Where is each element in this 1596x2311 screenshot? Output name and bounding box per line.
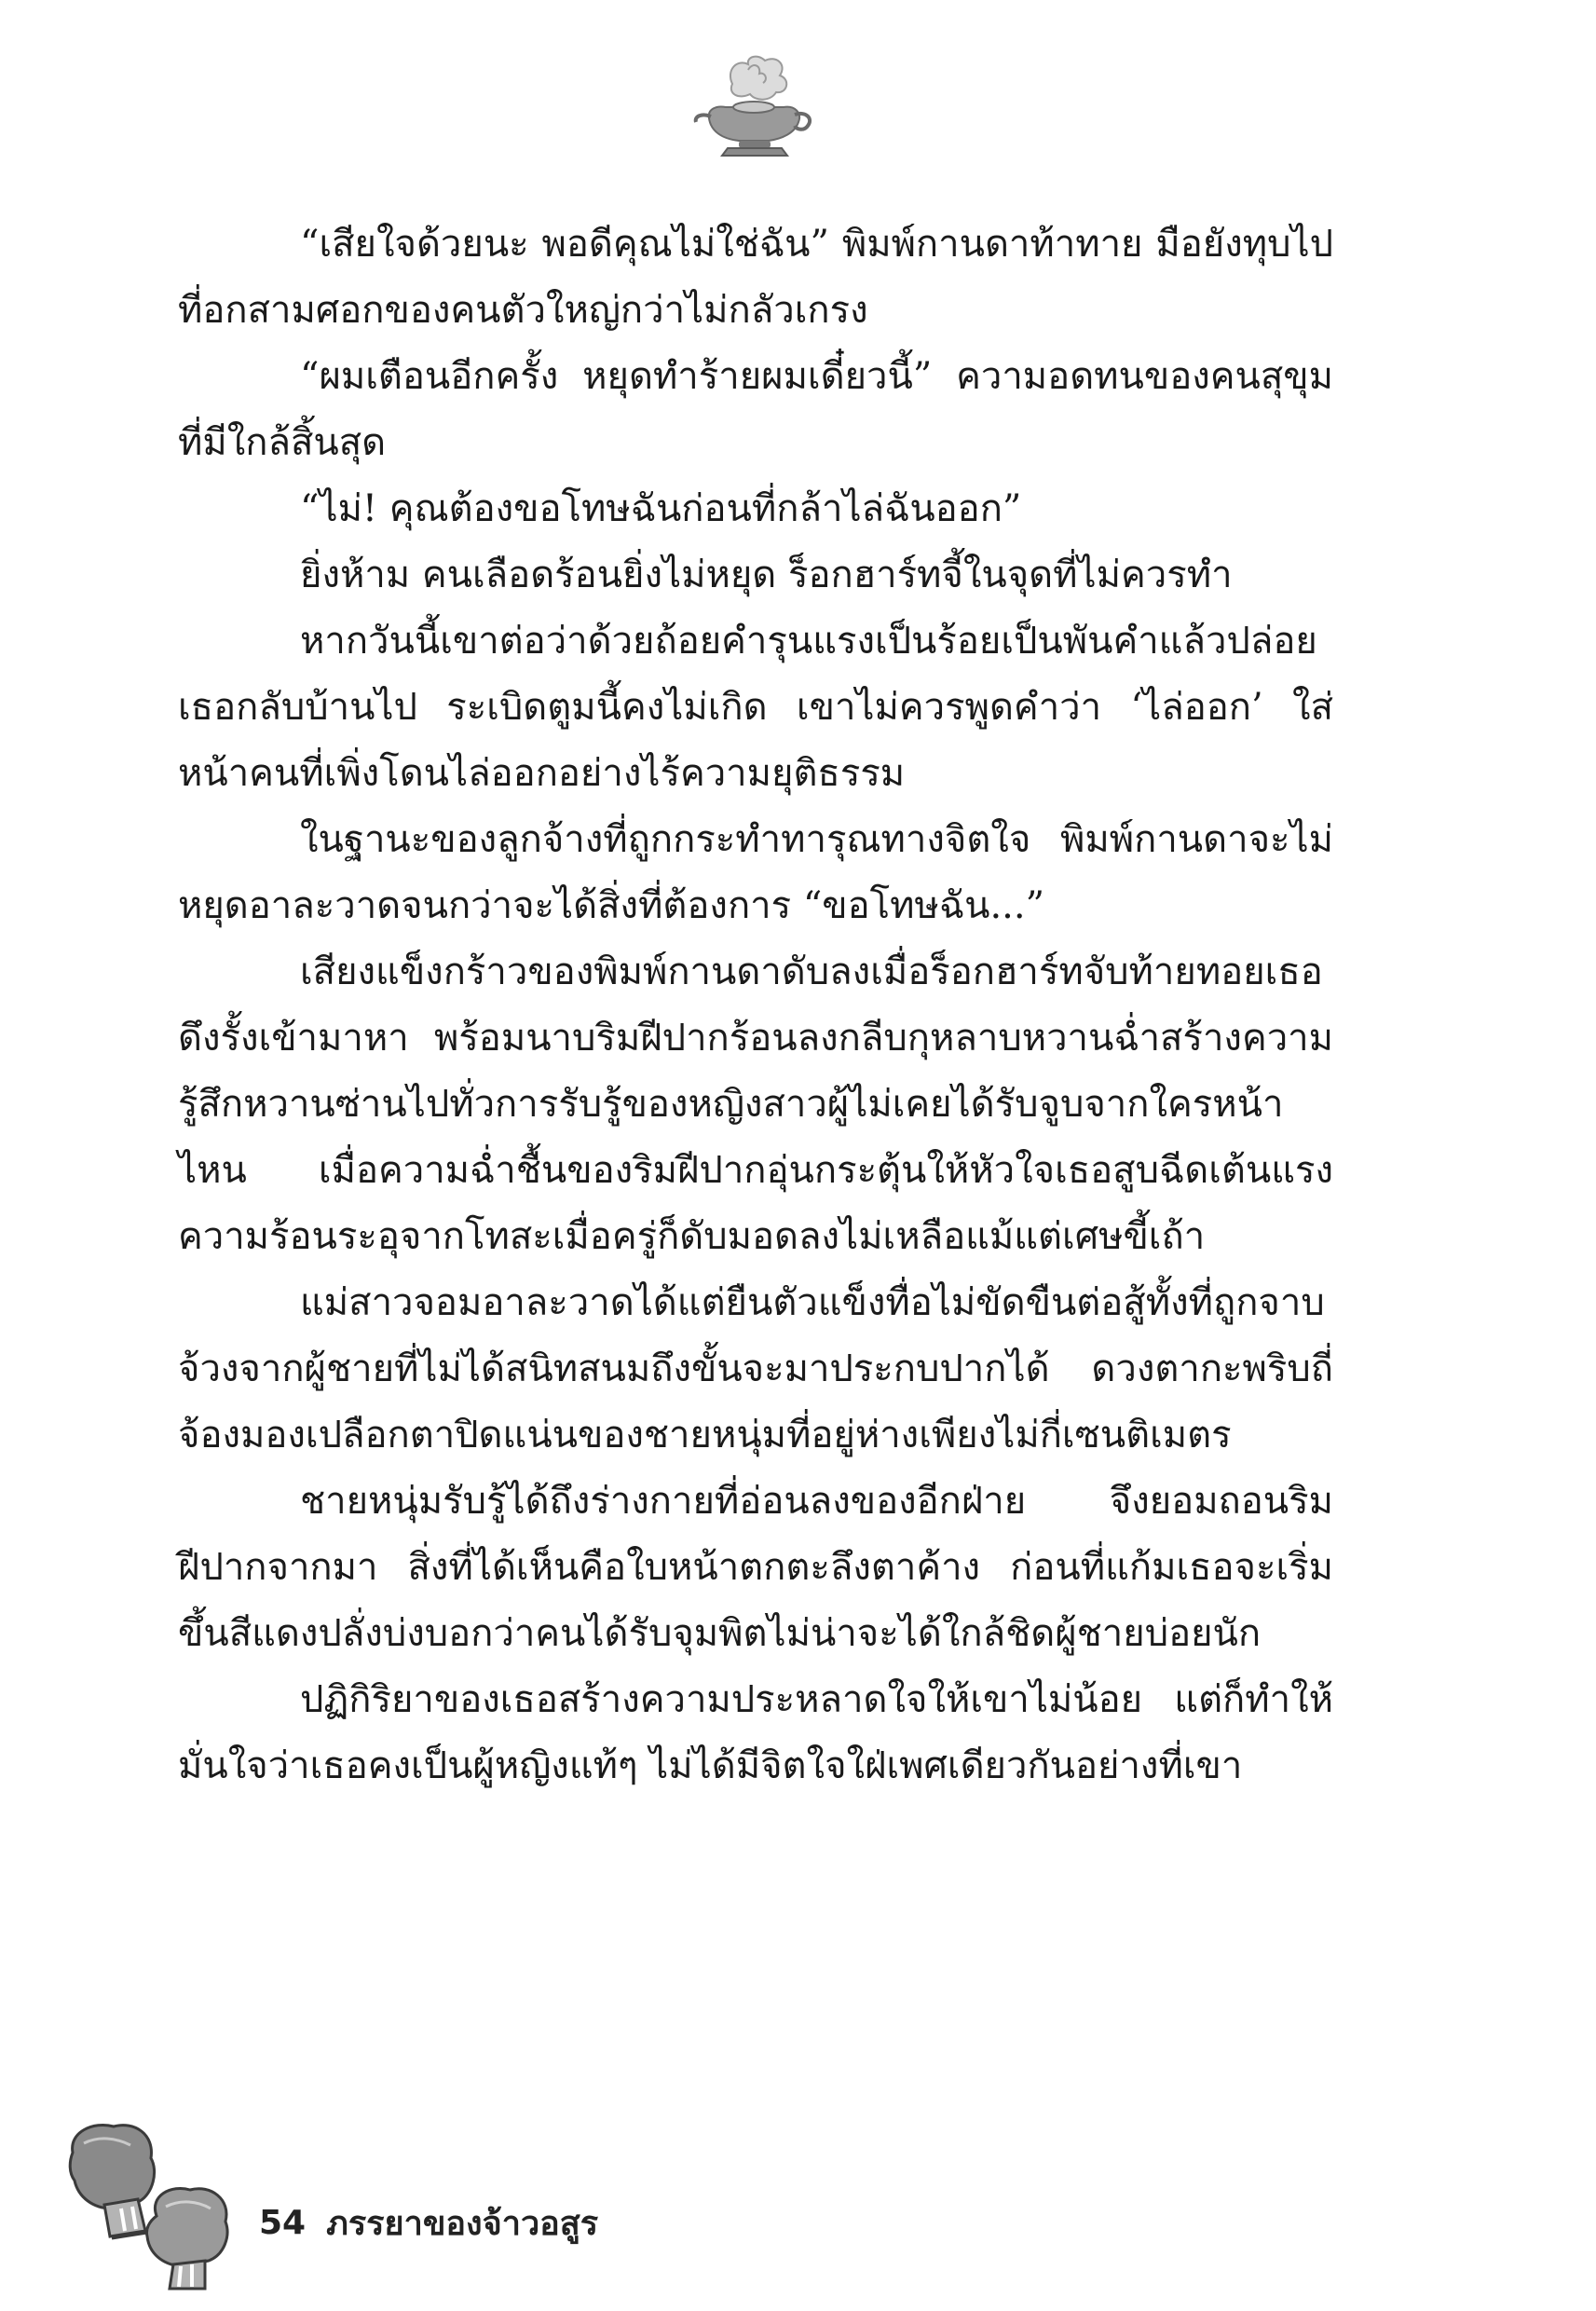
paragraph: “ไม่! คุณต้องขอโทษฉันก่อนที่กล้าไล่ฉันออก” bbox=[300, 487, 1022, 530]
page-number: 54 bbox=[259, 2203, 307, 2242]
paragraph: “เสียใจด้วยนะ พอดีคุณไม่ใช่ฉัน” พิมพ์กานดาท้าทาย มือยังทุบไปที่อกสามศอกของคนตัวใหญ่กว่าไม่กลัวเกรง bbox=[178, 223, 1333, 332]
paragraph: หากวันนี้เขาต่อว่าด้วยถ้อยคำรุนแรงเป็นร้อยเป็นพันคำแล้วปล่อยเธอกลับบ้านไป ระเบิดตูมนี้คงไม่เกิด เขาไม่ควรพูดคำว่า ‘ไล่ออก’ ใส่หน้าคนที่เพิ่งโดนไล่ออกอย่างไร้ความยุติธรรม bbox=[178, 620, 1333, 795]
paragraph: ยิ่งห้าม คนเลือดร้อนยิ่งไม่หยุด ร็อกฮาร์ทจี้ในจุดที่ไม่ควรทำ bbox=[300, 554, 1233, 596]
paragraph: แม่สาวจอมอาละวาดได้แต่ยืนตัวแข็งทื่อไม่ขัดขืนต่อสู้ทั้งที่ถูกจาบจ้วงจากผู้ชายที่ไม่ได้สนิทสนมถึงขั้นจะมาประกบปากได้ ดวงตากะพริบถี่จ้องมองเปลือกตาปิดแน่นของชายหนุ่มที่อยู่ห่างเพียงไม่กี่เซนติเมตร bbox=[178, 1281, 1333, 1456]
paragraph: ปฏิกิริยาของเธอสร้างความประหลาดใจให้เขาไม่น้อย แต่ก็ทำให้มั่นใจว่าเธอคงเป็นผู้หญิงแท้ๆ ไม่ได้มีจิตใจใฝ่เพศเดียวกันอย่างที่เขา bbox=[178, 1678, 1333, 1787]
book-title: ภรรยาของจ้าวอสูร bbox=[326, 2204, 599, 2243]
magic-lamp-icon bbox=[690, 51, 816, 163]
body-text bbox=[178, 212, 1333, 1799]
paragraph: “ผมเตือนอีกครั้ง หยุดทำร้ายผมเดี๋ยวนี้” ความอดทนของคนสุขุมที่มีใกล้สิ้นสุด bbox=[178, 355, 1333, 464]
boxing-gloves-icon bbox=[56, 2115, 242, 2292]
paragraph: ในฐานะของลูกจ้างที่ถูกกระทำทารุณทางจิตใจ พิมพ์กานดาจะไม่หยุดอาละวาดจนกว่าจะได้สิ่งที่ต้องการ “ขอโทษฉัน...” bbox=[178, 818, 1333, 927]
page-footer bbox=[259, 2195, 598, 2250]
paragraph: ชายหนุ่มรับรู้ได้ถึงร่างกายที่อ่อนลงของอีกฝ่าย จึงยอมถอนริมฝีปากจากมา สิ่งที่ได้เห็นคือใบหน้าตกตะลึงตาค้าง ก่อนที่แก้มเธอจะเริ่มขึ้นสีแดงปลั่งบ่งบอกว่าคนได้รับจุมพิตไม่น่าจะได้ใกล้ชิดผู้ชายบ่อยนัก bbox=[178, 1480, 1333, 1655]
paragraph: เสียงแข็งกร้าวของพิมพ์กานดาดับลงเมื่อร็อกฮาร์ทจับท้ายทอยเธอดึงรั้งเข้ามาหา พร้อมนาบริมฝีปากร้อนลงกลีบกุหลาบหวานฉ่ำสร้างความรู้สึกหวานซ่านไปทั่วการรับรู้ของหญิงสาวผู้ไม่เคยได้รับจูบจากใครหน้าไหน เมื่อความฉ่ำชื้นของริมฝีปากอุ่นกระตุ้นให้หัวใจเธอสูบฉีดเต้นแรง ความร้อนระอุจากโทสะเมื่อครู่ก็ดับมอดลงไม่เหลือแม้แต่เศษขี้เถ้า bbox=[178, 950, 1333, 1258]
